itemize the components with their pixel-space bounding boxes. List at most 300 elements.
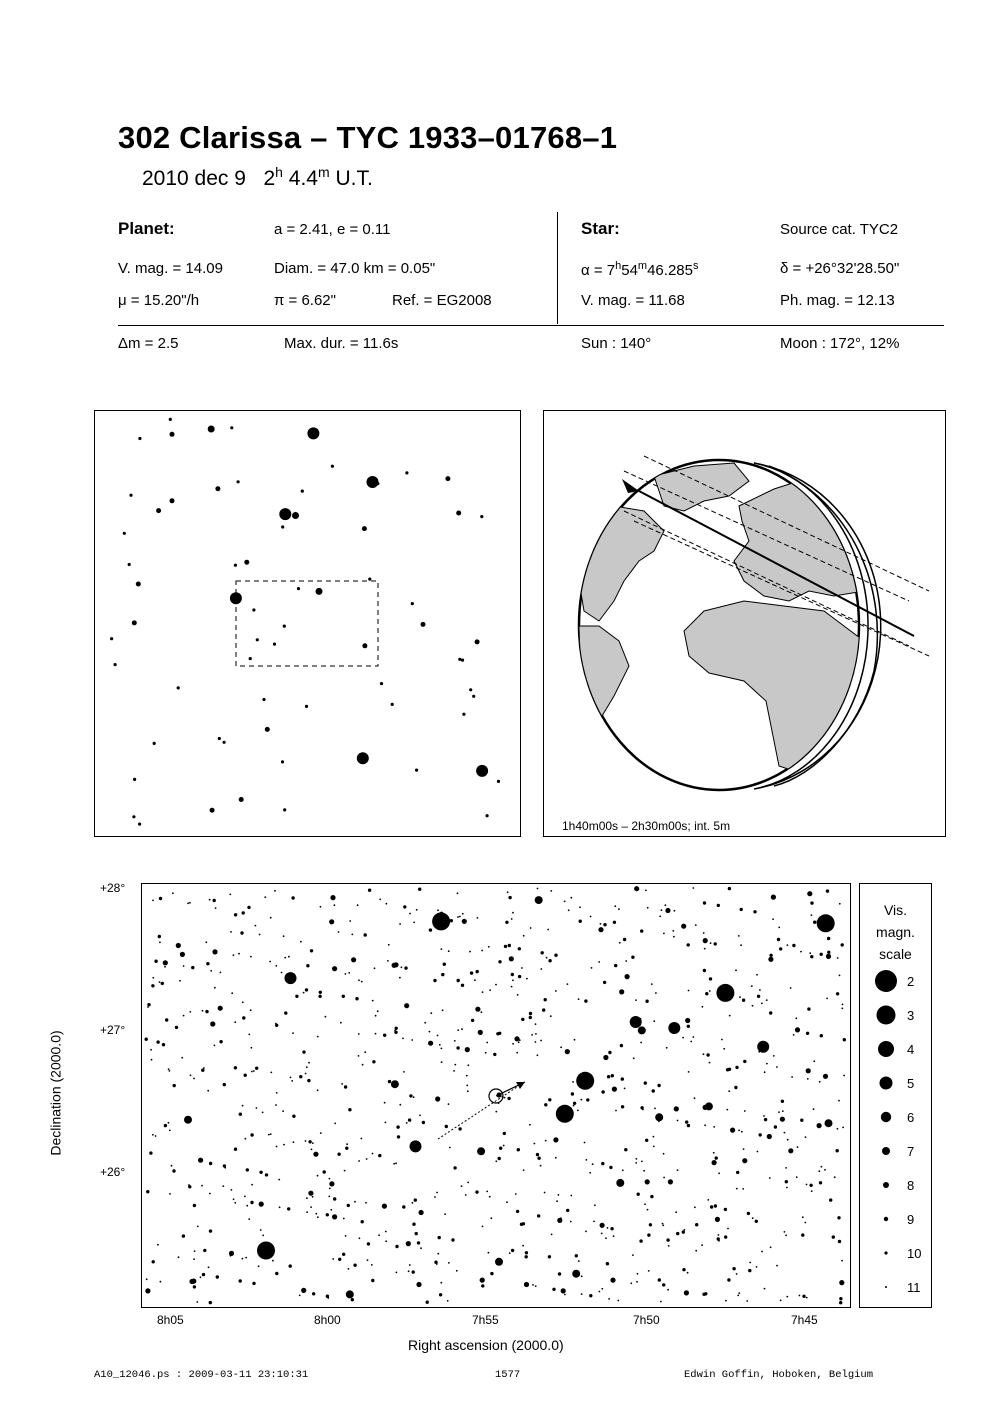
chart-star: [325, 1016, 327, 1018]
chart-star: [456, 1046, 459, 1049]
chart-star: [220, 972, 222, 974]
chart-star: [504, 945, 507, 948]
chart-star: [619, 942, 621, 944]
chart-star: [152, 900, 154, 902]
chart-star: [393, 1163, 395, 1165]
finder-star: [239, 797, 244, 802]
chart-star: [813, 921, 816, 924]
chart-star: [152, 1260, 155, 1263]
chart-star: [645, 1139, 648, 1142]
chart-star: [498, 1157, 501, 1160]
chart-star: [716, 984, 734, 1002]
chart-star: [688, 1071, 690, 1073]
chart-star: [458, 1127, 461, 1130]
chart-star: [168, 1122, 170, 1124]
chart-star: [561, 1288, 566, 1293]
chart-star: [769, 1011, 772, 1014]
chart-star: [466, 1085, 468, 1087]
chart-star: [778, 927, 780, 929]
chart-star: [552, 1288, 555, 1291]
chart-star: [495, 1111, 497, 1113]
chart-star: [495, 1160, 497, 1162]
chart-star: [171, 1165, 173, 1167]
chart-star: [259, 1202, 264, 1207]
chart-star: [718, 1172, 720, 1174]
chart-star: [603, 923, 606, 926]
chart-star: [205, 1010, 208, 1013]
chart-star: [703, 969, 706, 972]
chart-star: [410, 1140, 422, 1152]
chart-star: [443, 963, 446, 966]
chart-star: [780, 1300, 782, 1302]
finder-star: [237, 480, 240, 483]
chart-star: [614, 905, 616, 907]
chart-star: [544, 1103, 547, 1106]
chart-star: [692, 1036, 694, 1038]
chart-star: [403, 905, 406, 908]
moon-info: Moon : 172°, 12%: [780, 335, 900, 352]
chart-star: [560, 1046, 562, 1048]
chart-star: [607, 1227, 609, 1229]
finder-star: [476, 765, 488, 777]
finder-star: [215, 486, 220, 491]
event-date: 2010 dec 9: [142, 167, 246, 190]
max-duration: Max. dur. = 11.6s: [284, 335, 399, 352]
chart-star: [248, 1034, 250, 1036]
chart-star: [384, 1102, 386, 1104]
chart-star: [591, 967, 593, 969]
chart-star: [521, 1018, 524, 1021]
chart-star: [676, 1232, 679, 1235]
chart-star: [210, 970, 212, 972]
chart-star: [440, 1282, 442, 1284]
finder-star: [132, 620, 137, 625]
chart-star: [160, 1281, 162, 1283]
chart-star: [332, 1258, 334, 1260]
chart-star: [810, 901, 813, 904]
chart-star: [259, 934, 261, 936]
chart-star: [145, 1038, 148, 1041]
asteroid-track: [438, 1087, 517, 1139]
chart-star: [187, 902, 189, 904]
chart-star: [330, 1209, 332, 1211]
chart-star: [441, 973, 444, 976]
chart-star: [313, 1152, 318, 1157]
chart-star: [785, 1180, 788, 1183]
chart-star: [287, 1207, 290, 1210]
chart-star: [714, 1204, 717, 1207]
chart-star: [326, 1213, 329, 1216]
finder-star: [114, 663, 117, 666]
chart-star: [292, 1032, 294, 1034]
finder-star: [281, 525, 284, 528]
chart-star: [308, 1191, 313, 1196]
chart-star: [246, 1205, 248, 1207]
chart-star: [411, 1039, 413, 1041]
chart-star: [825, 1119, 833, 1127]
chart-star: [805, 1136, 807, 1138]
chart-star: [641, 1161, 643, 1163]
chart-star: [767, 1134, 772, 1139]
chart-star: [518, 947, 521, 950]
chart-star: [744, 1110, 746, 1112]
chart-star: [515, 1193, 517, 1195]
chart-star: [621, 1105, 624, 1108]
chart-star: [511, 986, 513, 988]
chart-star: [525, 1255, 528, 1258]
chart-star: [672, 930, 674, 932]
chart-star: [801, 1233, 804, 1236]
chart-star: [184, 1116, 192, 1124]
chart-star: [372, 1153, 374, 1155]
chart-star: [229, 1251, 234, 1256]
chart-star: [418, 888, 421, 891]
event-ut: U.T.: [335, 167, 373, 190]
chart-star: [799, 1295, 801, 1297]
chart-star: [372, 1000, 374, 1002]
chart-star: [311, 1149, 313, 1151]
chart-star: [222, 1185, 224, 1187]
finder-star: [301, 490, 304, 493]
finder-star: [279, 508, 291, 520]
chart-star: [770, 1246, 772, 1248]
chart-star: [285, 972, 297, 984]
chart-star: [534, 1143, 536, 1145]
chart-star: [385, 1240, 387, 1242]
chart-star: [283, 935, 285, 937]
chart-star: [417, 1241, 420, 1244]
chart-star: [709, 1062, 711, 1064]
chart-star: [251, 1071, 253, 1073]
finder-star: [380, 682, 383, 685]
chart-star: [231, 992, 233, 994]
chart-star: [366, 1158, 368, 1160]
chart-star: [638, 1026, 646, 1034]
chart-star: [281, 972, 283, 974]
chart-star: [530, 927, 532, 929]
chart-star: [809, 1184, 812, 1187]
chart-star: [558, 1194, 560, 1196]
chart-star: [348, 1108, 351, 1111]
chart-star: [461, 984, 464, 987]
chart-star: [442, 1009, 444, 1011]
chart-star: [537, 888, 539, 890]
chart-star: [841, 1260, 843, 1262]
chart-star: [795, 1017, 797, 1019]
chart-star: [544, 1192, 546, 1194]
finder-star: [265, 727, 270, 732]
chart-star: [771, 895, 776, 900]
chart-star: [467, 1090, 469, 1092]
chart-star: [557, 1218, 562, 1223]
chart-star: [214, 1045, 216, 1047]
chart-star: [742, 999, 745, 1002]
chart-star: [409, 1094, 412, 1097]
chart-star: [250, 1201, 253, 1204]
chart-star: [565, 1049, 570, 1054]
chart-star: [836, 1149, 839, 1152]
chart-star: [250, 1009, 252, 1011]
chart-star: [329, 919, 334, 924]
finder-star: [411, 602, 414, 605]
chart-star: [457, 892, 459, 894]
chart-star: [826, 889, 829, 892]
chart-star: [146, 1190, 149, 1193]
chart-star: [328, 1196, 330, 1198]
chart-star: [250, 956, 252, 958]
chart-star: [197, 1226, 199, 1228]
chart-star: [205, 941, 207, 943]
chart-star: [682, 1268, 685, 1271]
chart-star: [462, 913, 464, 915]
chart-star: [193, 1285, 196, 1288]
chart-star: [478, 1030, 483, 1035]
chart-star: [654, 1108, 656, 1110]
chart-star: [459, 916, 461, 918]
chart-star: [667, 1289, 669, 1291]
finder-star: [480, 515, 483, 518]
chart-star: [413, 1096, 415, 1098]
chart-star: [651, 983, 653, 985]
chart-star: [581, 1275, 583, 1277]
chart-star: [351, 957, 356, 962]
chart-star: [218, 1006, 223, 1011]
chart-star: [547, 929, 549, 931]
chart-star: [288, 956, 290, 958]
chart-star: [308, 1062, 310, 1064]
chart-star: [740, 908, 743, 911]
scale-mag-label: 3: [907, 1008, 915, 1023]
chart-star: [386, 903, 388, 905]
chart-star: [395, 1245, 398, 1248]
chart-star: [355, 997, 358, 1000]
chart-star: [663, 1177, 665, 1179]
chart-star: [705, 1102, 713, 1110]
chart-star: [721, 1039, 723, 1041]
finder-star: [456, 511, 461, 516]
chart-star: [766, 1063, 768, 1065]
chart-star: [194, 1250, 196, 1252]
chart-star: [730, 1128, 735, 1133]
chart-star: [329, 1188, 331, 1190]
chart-star: [747, 1212, 750, 1215]
chart-star: [179, 980, 181, 982]
chart-star: [415, 1232, 418, 1235]
chart-star: [213, 899, 216, 902]
chart-star: [291, 896, 294, 899]
planet-diameter: Diam. = 47.0 km = 0.05": [274, 260, 436, 277]
chart-star: [477, 1147, 485, 1155]
chart-star: [175, 1026, 178, 1029]
finder-star: [461, 659, 464, 662]
chart-star: [657, 1084, 660, 1087]
chart-star: [469, 951, 471, 953]
chart-star: [429, 1031, 431, 1033]
chart-star: [802, 1295, 805, 1298]
chart-star: [231, 1189, 233, 1191]
chart-star: [388, 1080, 391, 1083]
chart-star: [757, 995, 760, 998]
chart-star: [600, 1223, 605, 1228]
chart-star: [233, 1198, 235, 1200]
chart-star: [648, 1270, 650, 1272]
chart-star: [208, 1266, 210, 1268]
chart-star: [409, 1264, 411, 1266]
finder-star: [405, 471, 408, 474]
chart-star: [319, 991, 322, 994]
chart-star: [327, 1297, 329, 1299]
chart-star: [420, 1247, 422, 1249]
chart-star: [535, 1041, 537, 1043]
chart-star: [193, 1258, 195, 1260]
chart-star: [663, 1153, 665, 1155]
chart-star: [239, 1279, 242, 1282]
chart-star: [516, 1052, 518, 1054]
chart-star: [688, 990, 690, 992]
chart-star: [781, 1100, 784, 1103]
chart-star: [276, 1146, 278, 1148]
chart-star: [839, 1301, 842, 1304]
chart-star: [433, 979, 436, 982]
scale-dot: [884, 1251, 887, 1254]
planet-reference: Ref. = EG2008: [392, 292, 492, 309]
chart-star: [239, 1113, 242, 1116]
chart-star: [764, 1118, 767, 1121]
chart-star: [838, 1240, 841, 1243]
chart-star: [507, 1097, 510, 1100]
chart-star: [514, 1036, 519, 1041]
finder-star: [170, 432, 175, 437]
chart-star: [299, 1075, 302, 1078]
chart-star: [786, 1296, 788, 1298]
chart-star: [252, 1282, 255, 1285]
chart-star: [371, 1264, 373, 1266]
chart-star: [540, 1040, 542, 1042]
chart-star: [601, 1288, 603, 1290]
chart-star: [640, 1106, 643, 1109]
chart-star: [251, 1184, 253, 1186]
chart-star: [196, 1301, 198, 1303]
chart-star: [806, 1297, 808, 1299]
finder-star: [357, 752, 369, 764]
chart-star: [476, 970, 479, 973]
finder-star: [230, 426, 233, 429]
chart-star: [435, 1096, 440, 1101]
chart-star: [169, 1193, 171, 1195]
chart-star: [396, 1125, 399, 1128]
chart-star: [364, 1051, 366, 1053]
chart-star: [839, 975, 841, 977]
chart-star: [209, 1301, 212, 1304]
chart-star: [465, 1047, 470, 1052]
chart-star: [806, 1068, 811, 1073]
chart-star: [506, 1201, 508, 1203]
chart-star: [320, 1132, 322, 1134]
finder-star: [362, 643, 367, 648]
chart-star: [736, 1171, 739, 1174]
chart-star: [613, 921, 616, 924]
chart-star: [784, 1231, 786, 1233]
chart-star: [490, 1272, 493, 1275]
chart-star: [541, 951, 544, 954]
chart-star: [572, 1081, 574, 1083]
chart-star: [645, 1000, 648, 1003]
chart-star: [295, 995, 298, 998]
chart-star: [817, 1123, 822, 1128]
star-chart-plot: [142, 884, 850, 1307]
chart-star: [517, 994, 519, 996]
chart-star: [735, 969, 737, 971]
chart-star: [302, 1050, 305, 1053]
chart-star: [784, 1132, 786, 1134]
chart-star: [643, 1170, 645, 1172]
chart-star: [329, 1178, 331, 1180]
chart-star: [529, 1124, 531, 1126]
chart-star: [290, 1077, 292, 1079]
chart-star: [591, 1076, 593, 1078]
chart-star: [439, 1293, 442, 1296]
chart-star: [837, 957, 839, 959]
finder-star: [368, 578, 371, 581]
chart-star: [580, 1099, 582, 1101]
finder-star: [486, 814, 489, 817]
chart-star: [735, 1066, 738, 1069]
chart-star: [573, 1105, 575, 1107]
chart-star: [694, 1206, 696, 1208]
chart-star: [684, 1290, 689, 1295]
chart-star: [498, 1032, 501, 1035]
chart-star: [269, 961, 271, 963]
chart-star: [764, 1288, 766, 1290]
chart-star: [441, 948, 443, 950]
chart-star: [477, 917, 479, 919]
chart-star: [474, 979, 476, 981]
minutes-unit: m: [317, 164, 330, 180]
finder-star: [249, 657, 252, 660]
chart-star: [404, 1003, 409, 1008]
chart-star: [150, 1049, 152, 1051]
finder-star: [445, 476, 450, 481]
chart-star: [219, 1040, 222, 1043]
chart-star: [329, 1181, 334, 1186]
chart-star: [780, 1117, 785, 1122]
chart-star: [809, 952, 811, 954]
chart-star: [625, 960, 627, 962]
chart-star: [590, 916, 592, 918]
chart-star: [795, 1027, 800, 1032]
footer-author: Edwin Goffin, Hoboken, Belgium: [684, 1369, 874, 1381]
chart-star: [457, 979, 460, 982]
chart-star: [537, 1157, 540, 1160]
chart-star: [169, 1070, 171, 1072]
chart-star: [448, 1262, 450, 1264]
chart-star: [610, 1227, 613, 1230]
chart-star: [190, 1075, 192, 1077]
finder-star: [283, 808, 286, 811]
chart-star: [665, 904, 667, 906]
chart-star: [485, 1052, 487, 1054]
chart-star: [151, 1059, 153, 1061]
star-source-catalog: Source cat. TYC2: [780, 221, 899, 238]
chart-star: [419, 1115, 421, 1117]
chart-star: [434, 1196, 436, 1198]
chart-star: [378, 1154, 381, 1157]
chart-star: [653, 1146, 655, 1148]
chart-star: [482, 1226, 484, 1228]
chart-star: [661, 909, 663, 911]
chart-star: [493, 1053, 496, 1056]
scale-mag-label: 7: [907, 1144, 915, 1159]
